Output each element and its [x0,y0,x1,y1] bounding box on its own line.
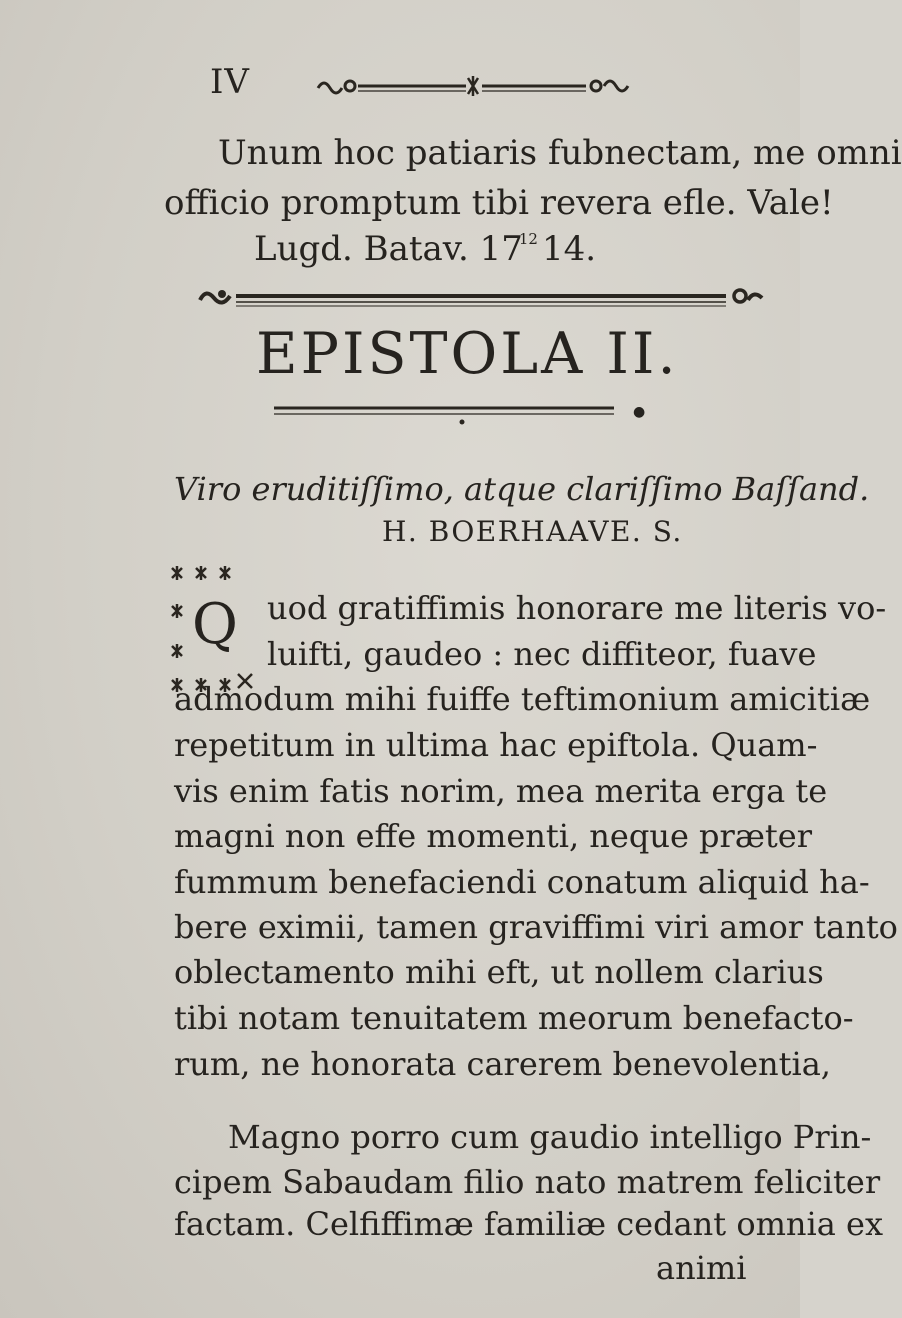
body-line: uod gratiffimis honorare me literis vo- [267,589,887,627]
body-line: rum, ne honorata carerem benevolentia, [174,1045,831,1083]
catchword: animi [656,1249,747,1287]
date-suffix: 14. [541,229,597,269]
stray-mark: ● [633,404,646,420]
page-number: IV [210,62,250,102]
closing-line-1: Unum hoc patiaris fubnectam, me omni [218,133,902,173]
body-line: luifti, gaudeo : nec diffiteor, fuave [267,635,817,673]
body-line: repetitum in ultima hac epiftola. Quam- [174,726,818,764]
body-line: vis enim fatis norim, mea merita erga te [174,772,828,810]
initial-letter: Q [192,592,238,657]
body-line: tibi notam tenuitatem meorum benefacto- [174,999,854,1037]
author-line: H. BOERHAAVE. S. [382,515,683,548]
running-head-ornament [316,70,636,100]
paragraph-line: factam. Celfiffimæ familiæ cedant omnia ex [174,1205,883,1243]
date-fraction: 12 [518,230,538,248]
epistle-title: EPISTOLA II. [256,321,679,387]
headpiece-ornament [196,282,768,316]
paragraph-line: Magno porro cum gaudio intelligo Prin- [228,1118,872,1156]
body-line: admodum mihi fuiffe teftimonium amicitiæ [174,680,871,718]
closing-line-3 [254,222,874,282]
title-rule [274,402,614,428]
body-line: oblectamento mihi eft, ut nollem clarius [174,953,824,991]
closing-line-2: officio promptum tibi revera efle. Vale! [164,183,834,223]
body-line: bere eximii, tamen graviffimi viri amor tanto [174,908,898,946]
date-prefix: Lugd. Batav. 17 [254,229,523,269]
body-line: magni non effe momenti, neque præter [174,817,812,855]
paragraph-line: cipem Sabaudam filio nato matrem feliciter [174,1163,881,1201]
body-line: fummum benefaciendi conatum aliquid ha- [174,863,870,901]
dedication: Viro eruditiſſimo, atque clariſſimo Baſſand. [174,470,870,508]
